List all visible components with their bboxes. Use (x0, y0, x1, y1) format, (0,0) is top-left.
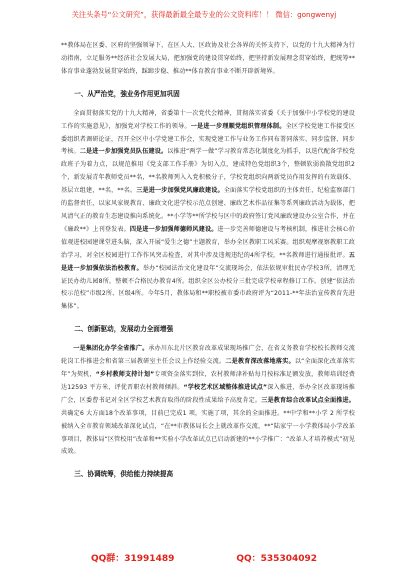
section-1-heading: 一、从严治党，強业务作用更加巩固 (74, 89, 180, 98)
section-2-text: 以“全面深化改革落实年”为契机， (61, 358, 356, 379)
section-1-text: 进一步完善师德建设与考核机制，推进社会核心价值观进校园建课堂进头脑，深入开展“爱生之德”主题教育，举办全区教职工风采赛。组织观摩视察教职工政治学习，对全区校园进行工作作风突击检查，对其中涉及违规违纪的4所学校，**名教师进行通报批评。 (61, 225, 355, 259)
intro-paragraph: **教体局在区委、区府的坚强领导下，在区人大、区政协及社会各界的关怀支持下，以党的十九大精神为行动指南，立足服务**经济社会发展大局，把加强党的建设贯穿始终，把坚持新发展理念贯穿始终，把统筹**体育事业蓬勃发展贯穿始终，踩蹄步稳、推动**体育教育事业不断开辟新境界。 (61, 42, 355, 75)
section-2-paragraph (61, 343, 355, 459)
section-2-heading: 二、创新驱动，发展动力全面增强 (74, 325, 174, 334)
section-2-text: 专项资金落实到位，农村教师津补贴每月按标准足额发放，教师培训经费达12593 平方米，评优晋职农村教师倾斜。 (61, 371, 356, 391)
section-3-heading: 三、协调统筹，供给能力持续提高 (74, 470, 174, 479)
section-2-point-3: 三是教育综合改革试点全面推进。 (261, 396, 355, 404)
section-1-point-5: 五是进一步加强依法治校教育。 (61, 251, 355, 272)
section-1-point-4: 四是进一步加强师德师风建设。 (129, 225, 218, 233)
document-body (61, 40, 355, 488)
section-2-highlight: “学校艺术区域整体推进试点” (183, 383, 268, 391)
promo-banner: 关注头条号“公文研究”，获得最新最全最专业的公文资料库！！ 微信：gongwenyj (71, 10, 337, 19)
section-2-text: 深入推进，举办全区改革现场推广会，区委曹书记对全区学校艺术教育取得的阶段性成果给予高度肯定。 (61, 383, 355, 404)
section-1-text: 全面落实学校党组织的主体责任，纪检监察部门的监督责任，以家风家规教育、廉政文化进学校示范点创建、廉政艺术作品征集等系列廉政活动为载体，把风清气正的教育生态建设推向系统化。**小学等**所学校与区中的政府签订党风廉政建设办公室合作，并在《廉政**》上刊登发表。 (61, 187, 355, 233)
section-2-point-1: 一是集团化办学全省推广。 (73, 345, 149, 353)
section-1-text: 以推进“两学一做”学习教育常态化制度化为抓手，以迭代配备学校党政班子为着力点，以规范推用《党支部工作手册》为切入点，建成特色党组织3个，整顿软弱涣散党组织2个，新发展青年教师党员**名，**名教师列入入党积极分子，学校党组织向两新党员作用发挥的有效载体、基层立组建，**名，**名。 (61, 148, 355, 195)
section-1-text: 举办“校园法治文化建设年”交流现场会，依法依规审批民办学校3所，清理无证民办幼儿园8所，整顿不合格民办教育4所。组织全区公办校分三批完成学校章程修订工作。创建“依法治校示范校”市级2所、区级4所。今年5月，教体局和**职校被市委市政府评为“2011-**年法治宣传教育先进集体”。 (61, 264, 355, 311)
section-1-point-3: 三是进一步加强党风廉政建设。 (136, 187, 224, 195)
section-2-text: 承办川东北片区教育改革成果现场推广会，在省义务教育学校校长教师交流轮岗工作推进会和省第三届教研室主任会议上作经验交流。 (61, 345, 356, 366)
section-1-paragraph (61, 108, 355, 315)
section-1-text: 全面贯彻落实党的十九大精神，省委第十一次党代会精神，贯彻落实省委《关于加强中小学校党的建设工作的实施意见》，加强党对学校工作的领导。 (61, 109, 355, 130)
qq-group: QQ群：31991489 (90, 554, 175, 564)
section-1-point-1: 一是进一步理顺党组织管理体制。 (190, 122, 286, 130)
contact-footer (0, 553, 408, 565)
section-2-text: 共确定6 大方面18个改革事项，目前已完成1 项，实施了项，其余的全面推进。**中学和**小学 2 所学校被纳入全市教育领域改革深化试点，“在**市教体局长会上就改革作交流，**“陆家宁一小学教体局小学改革事项目，教体局“区管校用”改革和**实验小学改革试点已启动新建的**小学推广：“改革人才培养模式”初见成效。 (61, 409, 355, 456)
section-2-highlight: “乡村教师支持计划” (95, 371, 155, 379)
qq-number: QQ：535304092 (236, 554, 318, 564)
section-1-text: 全区学校党建工作接受区委组织者调研论证，召开全区中小学党建工作会，实现党建工作与业务工作同布署同落实、同步监督、同步考核。 (61, 122, 355, 156)
section-1-point-2: 二是进一步加强党员队伍建设。 (79, 148, 168, 156)
section-2-point-2: 二是教育深改落地落实。 (225, 358, 295, 366)
